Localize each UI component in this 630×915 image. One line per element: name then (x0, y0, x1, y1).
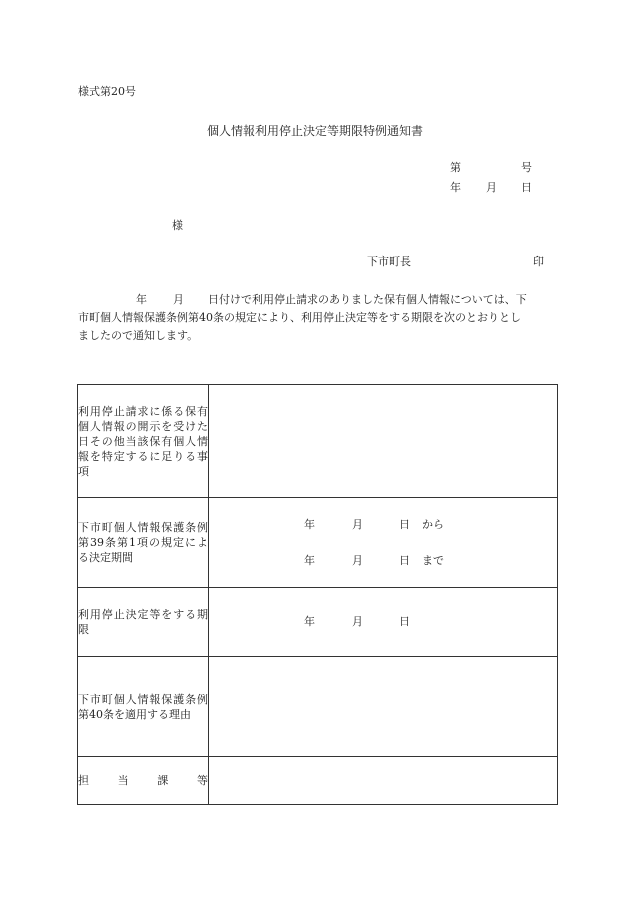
issue-date-year: 年 (450, 181, 461, 194)
issue-date-month: 月 (486, 181, 497, 194)
document-number-suffix: 号 (521, 161, 532, 174)
document-title: 個人情報利用停止決定等期限特例通知書 (207, 124, 424, 138)
row-value-deadline[interactable] (209, 588, 558, 657)
deadline-month: 月 (352, 615, 363, 628)
table-row (78, 588, 558, 657)
deadline-day: 日 (399, 615, 410, 628)
period-to-year: 年 (304, 554, 315, 567)
period-from-year: 年 (304, 518, 315, 531)
department-char: 課 (157, 774, 169, 787)
issuer-name: 下市町長 (367, 255, 411, 268)
document-number-label: 第 (450, 161, 461, 174)
period-from-month: 月 (352, 518, 363, 531)
period-from-suffix: から (422, 518, 444, 531)
body-year: 年 (136, 293, 147, 306)
body-line-1-rest: 日付けで利用停止請求のありました保有個人情報については、下 (208, 293, 527, 306)
row-label-reason: 下市町個人情報保護条例第40条を適用する理由 (78, 657, 209, 757)
table-row (78, 657, 558, 757)
department-char: 等 (196, 774, 208, 787)
deadline-year: 年 (304, 615, 315, 628)
seal-mark: 印 (533, 255, 544, 268)
info-table (77, 384, 558, 805)
body-text (78, 291, 559, 345)
period-to-suffix: まで (422, 554, 444, 567)
department-char: 担 (78, 774, 89, 787)
row-value-department[interactable] (209, 757, 558, 805)
recipient-suffix: 様 (172, 219, 183, 232)
row-value-disclosure-date[interactable] (209, 385, 558, 498)
table-row (78, 498, 558, 588)
form-number: 様式第20号 (78, 85, 136, 98)
row-value-reason[interactable] (209, 657, 558, 757)
department-char: 当 (117, 774, 129, 787)
body-line-2: 市町個人情報保護条例第40条の規定により、利用停止決定等をする期限を次のとおりとし (78, 311, 521, 324)
row-value-decision-period[interactable] (209, 498, 558, 588)
table-row (78, 385, 558, 498)
table-row (78, 757, 558, 805)
period-from-day: 日 (399, 518, 410, 531)
body-month: 月 (173, 293, 184, 306)
row-label-department (78, 757, 209, 805)
body-line-3: ましたので通知します。 (78, 329, 199, 342)
period-to-day: 日 (399, 554, 410, 567)
row-label-disclosure-date: 利用停止請求に係る保有個人情報の開示を受けた日その他当該保有個人情報を特定するに足りる事項 (78, 385, 209, 498)
row-label-deadline: 利用停止決定等をする期限 (78, 588, 209, 657)
row-label-decision-period: 下市町個人情報保護条例第39条第1項の規定による決定期間 (78, 498, 209, 588)
body-line-1 (78, 291, 559, 309)
issue-date-day: 日 (521, 181, 532, 194)
period-to-month: 月 (352, 554, 363, 567)
